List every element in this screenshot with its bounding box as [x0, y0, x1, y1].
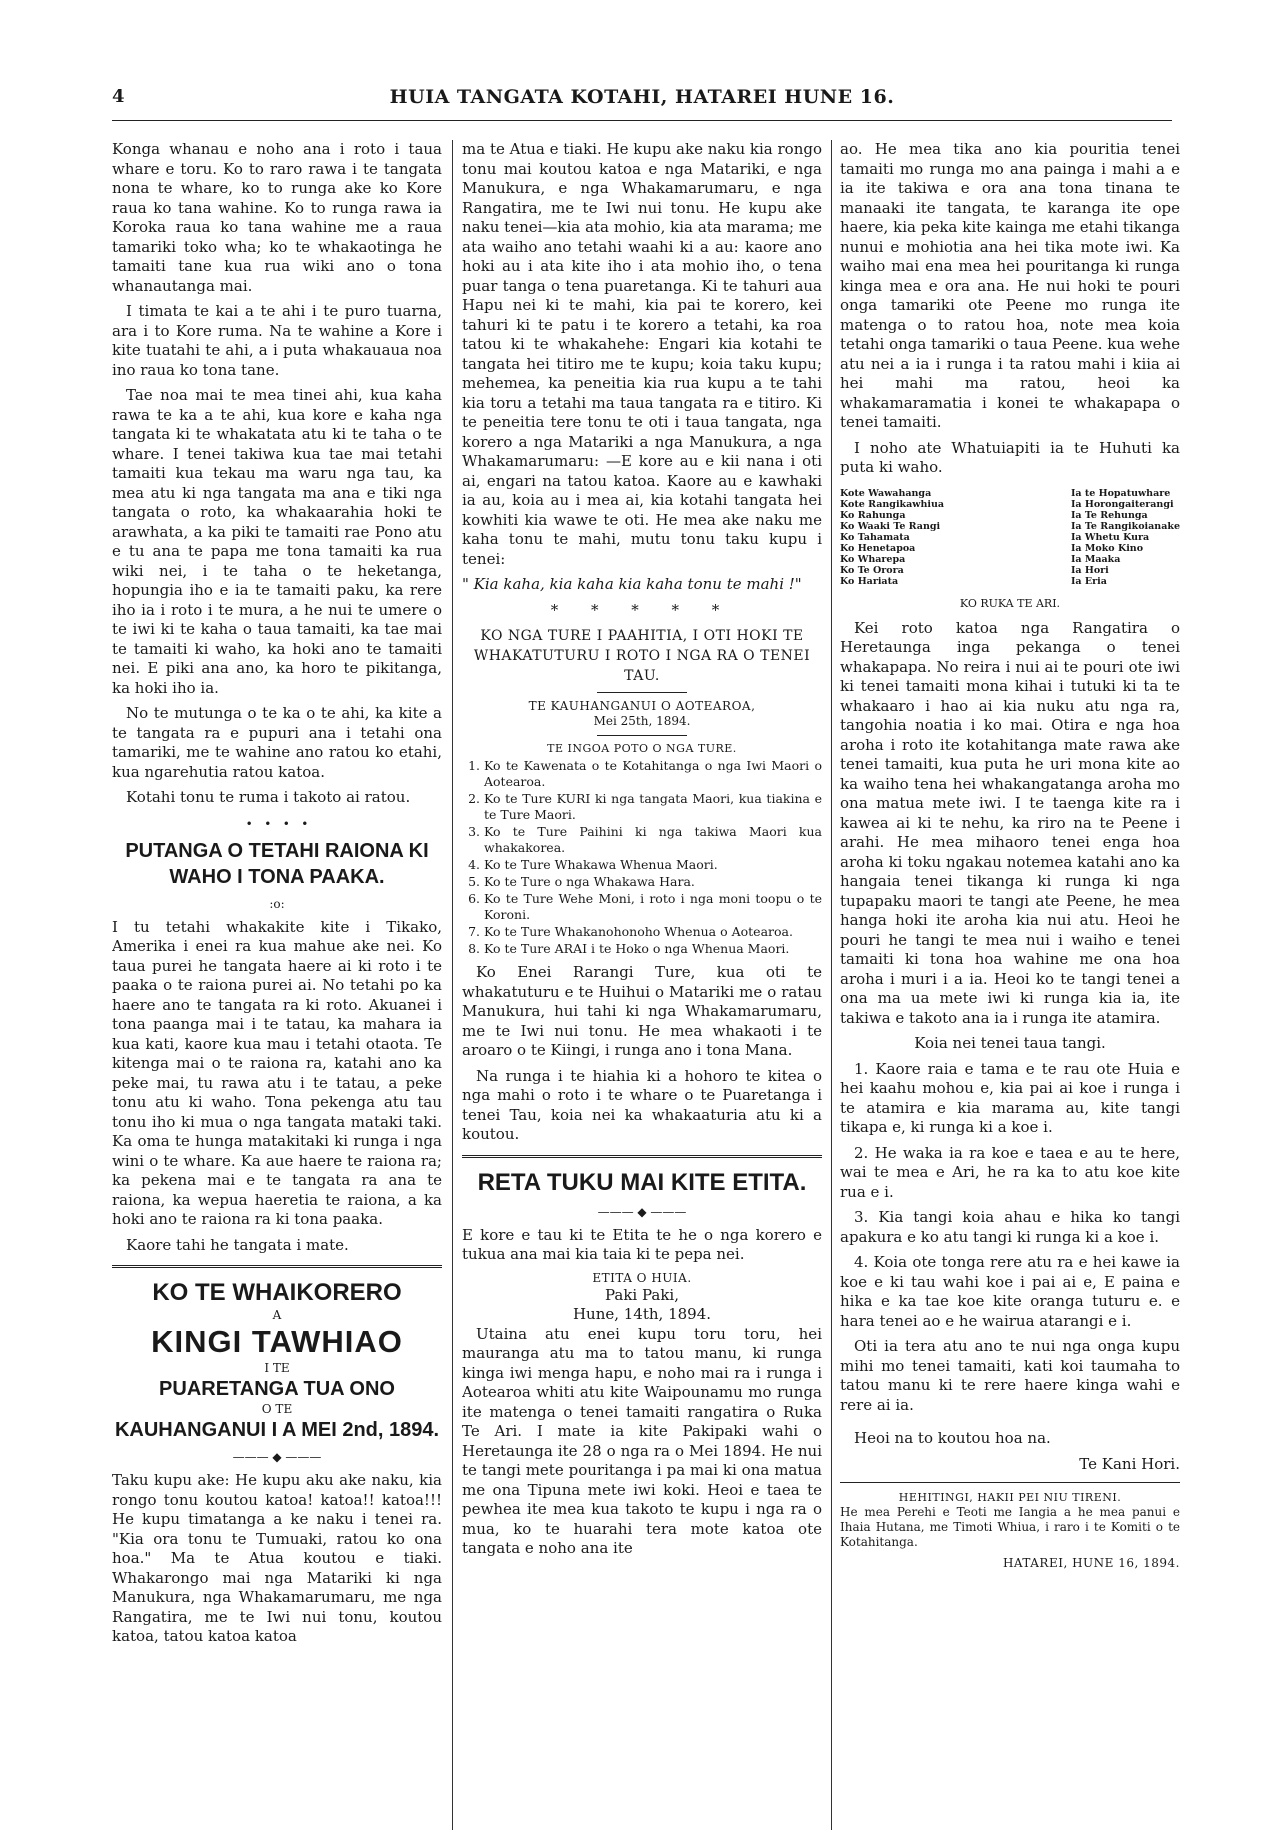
ornament: :o: — [269, 896, 285, 911]
letter-addressee: ETITA O HUIA. — [592, 1270, 692, 1285]
column-2 — [462, 140, 822, 1830]
column-3 — [840, 140, 1180, 1830]
article-quote: " Kia kaha, kia kaha kia kaha tonu te mahi !" — [462, 575, 802, 593]
list-item: 8. Ko te Ture ARAI i te Hoko o nga Whenua Maori. — [484, 941, 822, 957]
article-paragraph: I noho ate Whatuiapiti ia te Huhuti ka puta ki waho. — [840, 438, 1180, 476]
closing-line: Heoi na to koutou hoa na. — [854, 1429, 1051, 1447]
article-paragraph: Kaore tahi he tangata i mate. — [126, 1235, 349, 1254]
article-paragraph: Tae noa mai te mea tinei ahi, kua kaha rawa te ka a te ahi, kua kore e kaha nga tangata ki te whakatata atu ki te taha o te whare. I tenei takiwa kua tae mai tetahi tamaiti kua tekau ma waru nga tau, ka mea atu ki nga tangata ma ana e tiki nga tangata o roto, ka whakaarahia hoki te arawhata, a ka piki te tamaiti rae Pono atu e tu ana te papa me tona tamaiti ka rua wiki nei, i te taha o te heketanga, hopungia iho e ia te tamaiti paku, ka rere iho ia i roto i te mura, a he nui te umere o te iwi ki te kaha o taua tamaiti, ka tae mai te tamaiti ki waho, ka hoki ano te tamaiti nei. E piki ana ano, ka horo te pikitanga, ka hoki iho ia. — [112, 386, 442, 697]
genealogy-left — [840, 488, 944, 587]
article-paragraph: ao. He mea tika ano kia pouritia tenei tamaiti mo runga mo ana painga i mahi a e ia ite takiwa e ora ana tona tinana te manaaki ite tangata, te karanga ite ope haere, kia peka kite kainga me etahi tikanga nunui e mohiotia ana hei tika mote iwi. Ka waiho mai ena mea hei pouritanga ki runga kinga mea e ora ana. He nui hoki te pouri onga tamariki ote Peene mo runga ite matenga o to ratou hoa, note mea koia tetahi onga tamariki o taua Peene. kua wehe atu nei a ia i runga i ta ratou mahi i kiia ai hei mahi ma ratou, heoi ka whakamaramatia i konei te whakapapa o tenei tamaiti. — [840, 140, 1180, 431]
genealogy-table — [840, 488, 1180, 587]
lament-verse: 3. Kia tangi koia ahau e hika ko tangi apakura e ko atu tangi ki runga ki a koe i. — [840, 1208, 1180, 1246]
article-paragraph: No te mutunga o te ka o te ahi, ka kite a te tangata ra e pupuri ana i tetahi ona tamariki, me te wahine ano ratou ko etahi, kua ngarehutia ratou katoa. — [112, 704, 442, 781]
genealogy-entry: Kote Wawahanga — [840, 487, 932, 499]
speech-title: KAUHANGANUI I A MEI 2nd, 1894. — [114, 1419, 440, 1441]
list-item: 3. Ko te Ture Paihini ki nga takiwa Maori kua whakakorea. — [484, 824, 822, 856]
speech-title-connector: A — [272, 1308, 282, 1322]
article-paragraph: I tu tetahi whakakite kite i Tikako, Amerika i enei ra kua mahue ake nei. Ko taua purei he tangata haere ai ki roto i te paaka o te raiona purei ai. No tetahi po ka haere ano te tangata ra ki roto. Akuanei i tona paanga mai i te tatau, ka mahara ia kua kati, kaore kua mau i tetahi otaota. Te kitenga mai o te raiona ra, katahi ano ka peke mai, tu rawa atu i te tatau, a peke tonu atu ki waho. Tona pekenga atu tau tonu iho ki mua o nga tangata mataki taki. Ka oma te hunga matakitaki ki runga i nga wini o te whare. Ka aue haere te raiona ra; ka pekena mai e te tangata ra ana te raiona, ka wepua haeretia te raiona, a ka hoki ano te raiona ra ki tona paaka. — [112, 917, 442, 1228]
article-paragraph: Kotahi tonu te ruma i takoto ai ratou. — [126, 788, 411, 806]
laws-list — [462, 758, 822, 957]
article-paragraph: Utaina atu enei kupu toru toru, hei mauranga atu ma to tatou manu, ki runga kinga iwi menga hapu, e noho mai ra i runga i Aotearoa whiti atu kite Waipounamu mo runga ite matenga o tenei tamaiti rangatira o Ruka Te Ari. I mate ia kite Pakipaki wahi o Heretaunga ite 28 o nga ra o Mei 1894. He nui te tangi mete pouritanga i pa mai ki ona matua me ona Tipuna mete iwi koki. Heoi e taea te pewhea ite mea kua takoto te kupu i nga ra o mua, ko te huarahi tera mote katoa ote tangata e noho ana ite — [462, 1324, 822, 1557]
masthead: HUIA TANGATA KOTAHI, HATAREI HUNE 16. — [389, 86, 895, 108]
lament-verse: 1. Kaore raia e tama e te rau ote Huia e hei kaahu mohou e, kia pai ai koe i runga i te atamira e kia marama au, kite tangi tikapa e, ki runga ki a koe i. — [840, 1059, 1180, 1136]
speech-title-king: KINGI TAWHIAO — [151, 1324, 403, 1359]
genealogy-right — [1071, 488, 1180, 587]
ornament-dots: • • • • — [245, 816, 309, 831]
speech-title-connector: I TE — [264, 1361, 290, 1375]
article-paragraph: Taku kupu ake: He kupu aku ake naku, kia rongo tonu koutou katoa! katoa!! katoa!!! He kupu timatanga a ke naku i tenei ra. "Kia ora tonu te Tumuaki, ratou ko ona hoa." Ma te Atua koutou e tiaki. Whakarongo mai nga Matariki ki nga Manukura, nga Whakamarumaru, me nga Rangatira, me te Iwi nui tonu, koutou katoa, tatou katoa katoa — [112, 1471, 442, 1645]
lament-verse: 4. Koia ote tonga rere atu ra e hei kawe ia koe e ki tau wahi koe i pai ai e, E paina e hika e ka tae koe kite oranga tuturu e. e hara tenei ao e he wairua atarangi e i. — [840, 1253, 1180, 1330]
page-header — [112, 86, 1172, 120]
genealogy-entry: Ko Tahamata — [840, 531, 910, 543]
article-heading: KO NGA TURE I PAAHITIA, I OTI HOKI TE WHAKATUTURU I ROTO I NGA RA O TENEI TAU. — [473, 628, 811, 684]
list-item: 2. Ko te Ture KURI ki nga tangata Maori, kua tiakina e te Ture Maori. — [484, 791, 822, 823]
list-item: 1. Ko te Kawenata o te Kotahitanga o nga Iwi Maori o Aotearoa. — [484, 758, 822, 790]
genealogy-end: KO RUKA TE ARI. — [959, 596, 1061, 610]
genealogy-entry: Ko Waaki Te Rangi — [840, 520, 941, 532]
letter-date: Hune, 14th, 1894. — [572, 1305, 712, 1323]
genealogy-entry: Ia Te Rangikoianake — [1070, 520, 1180, 532]
subheading: TE INGOA POTO O NGA TURE. — [547, 742, 737, 755]
speech-title: KO TE WHAIKORERO — [152, 1279, 402, 1306]
lament-verse: 2. He waka ia ra koe e taea e au te here, wai te mea e Ari, he ra ka to atu koe kite rua e i. — [840, 1143, 1180, 1201]
genealogy-entry: Ia Te Rehunga — [1070, 509, 1148, 521]
short-rule — [597, 735, 687, 736]
spacer — [840, 611, 1180, 619]
genealogy-entry: Ko Henetapoa — [840, 542, 916, 554]
list-item: 5. Ko te Ture o nga Whakawa Hara. — [484, 874, 822, 890]
dateline: Mei 25th, 1894. — [593, 714, 691, 728]
page-number: 4 — [112, 86, 125, 107]
header-rule — [112, 120, 1172, 121]
genealogy-entry: Ia Hori — [1070, 564, 1109, 576]
genealogy-entry: Ko Te Orora — [840, 564, 904, 576]
ornament-stars: * * * * * — [550, 600, 734, 619]
article-heading: PUTANGA O TETAHI RAIONA KI — [125, 839, 429, 862]
article-heading: WAHO I TONA PAAKA. — [169, 865, 385, 888]
genealogy-entry: Kote Rangikawhiua — [840, 498, 945, 510]
letter-place: Paki Paki, — [604, 1285, 680, 1304]
dateline: TE KAUHANGANUI O AOTEAROA, — [528, 699, 756, 713]
imprint-heading: HEHITINGI, HAKII PEI NIU TIRENI. — [898, 1491, 1122, 1504]
imprint-text: He mea Perehi e Teoti me Iangia a he mea panui e Ihaia Hutana, me Timoti Whiua, i raro i te Komiti o te Kotahitanga. — [840, 1505, 1180, 1549]
editorial-note: E kore e tau ki te Etita te he o nga korero e tukua ana mai kia taia ki te pepa nei. — [462, 1225, 822, 1263]
genealogy-entry: Ia Eria — [1070, 575, 1107, 587]
genealogy-entry: Ko Wharepa — [840, 553, 906, 565]
article-paragraph: Konga whanau e noho ana i roto i taua whare e toru. Ko to raro rawa i te tangata nona te whare, ko to runga ake ko Kore raua ko tana wahine. Ko to runga rawa ia Koroka raua ko tana wahine me a raua tamariki toko wha; ko te whakaotinga he tamaiti tane kua rua wiki ano o tona whanautanga mai. — [112, 140, 442, 295]
imprint-rule — [840, 1482, 1180, 1483]
genealogy-entry: Ia Whetu Kura — [1070, 531, 1150, 543]
list-item: 6. Ko te Ture Wehe Moni, i roto i nga moni toopu o te Koroni. — [484, 891, 822, 923]
ornament: ——— ◆ ——— — [597, 1204, 687, 1219]
letters-heading: RETA TUKU MAI KITE ETITA. — [477, 1168, 807, 1196]
genealogy-entry: Ia Horongaiterangi — [1070, 498, 1174, 510]
genealogy-entry: Ia Moko Kino — [1070, 542, 1144, 554]
article-paragraph: Kei roto katoa nga Rangatira o Heretaunga inga pekanga o tenei whakapapa. No reira i nui ai te pouri ote iwi ki tenei tamaiti mona kihai i tutuki ki ta te whakaaro i hao ai kia nuku atu nga ra, tangohia noatia i ko mai. Otira e nga hoa aroha i roto ite kotahitanga mate rawa ake tenei tamaiti, kua puta he uri mona kite ao ka waiho tena hei whakangatanga aroha mo ona matua mete iwi. I te taenga kite ra i kawea ai ki te nehu, ka riro na te Peene i arahi. He mea mihaoro tenei enga hoa aroha ki toku ngakau notemea katahi ano ka hangaia tenei tikanga ki runga ki nga tupapaku maori te tangi ate Peene, he mea hanga hoki ite aroha kia nui atu. Heoi he pouri he tangi te mea nui i waiho e tenei tamaiti ki tona hoa wahine me ona hoa aroha i muri i a ia. Heoi ko te tangi tenei a ona ma ua mete iwi ki runga kia ia, ite takiwa e takoto ana ia i runga ite atamira. — [840, 618, 1180, 1027]
article-paragraph: Oti ia tera atu ano te nui nga onga kupu mihi mo tenei tamaiti, kati koi taumaha to tatou manu ki te rere haere kinga wahi e rere ai ia. — [840, 1337, 1180, 1414]
article-paragraph: I timata te kai a te ahi i te puro tuarna, ara i to Kore ruma. Na te wahine a Kore i kite tuatahi te ahi, a i puta whakauaua noa ino raua ko tona tane. — [112, 302, 442, 379]
section-rule — [112, 1265, 442, 1268]
signature: Te Kani Hori. — [1079, 1454, 1180, 1473]
genealogy-entry: Ia te Hopatuwhare — [1070, 487, 1171, 499]
speech-title: PUARETANGA TUA ONO — [159, 1378, 395, 1400]
genealogy-entry: Ko Hariata — [840, 575, 899, 587]
ornament: ——— ◆ ——— — [232, 1450, 322, 1464]
column-divider — [452, 140, 453, 1830]
article-paragraph: ma te Atua e tiaki. He kupu ake naku kia rongo tonu mai koutou katoa e nga Matariki, e nga Manukura, e nga Whakamarumaru, e nga Rangatira, me te Iwi nui tonu. He kupu ake naku tenei—kia ata mohio, kia ata marama; me ata waiho ano tetahi waahi ki a au: kaore ano hoki au i ata kite iho i ata mohio iho, o tena puar tanga o tena puaretanga. Ki te tahuri aua Hapu nei ki te mahi, kia pai te korero, kei tahuri ki te patu i te korero a tetahi, ka roa tatou ki te whakahehe: Engari kia kotahi te tangata hei titiro me te kupu; koia taku kupu; mehemea, ka peneitia kia rua kupu a te tahi kia toru a tetahi ma taua tangata ra e titiro. Ki te peneitia tere tonu te oti i taua tangata, nga korero a nga Matariki a nga Manukura, a nga Whakamarumaru: —E kore au e kii nana i oti ai, engari na tatou katoa. Kaore au e kawhaki ia au, koia au i mea ai, kia kotahi tangata hei kowhiti kia wawe te oti. He mea ake naku me kaha tonu te mahi, mutu tonu taku kupu i tenei: — [462, 140, 822, 568]
list-item: 4. Ko te Ture Whakawa Whenua Maori. — [484, 857, 822, 873]
speech-title-connector: O TE — [261, 1402, 293, 1416]
article-paragraph: Koia nei tenei taua tangi. — [914, 1034, 1106, 1052]
imprint-date: HATAREI, HUNE 16, 1894. — [1002, 1556, 1180, 1570]
column-divider — [831, 140, 832, 1830]
section-rule — [462, 1155, 822, 1158]
list-item: 7. Ko te Ture Whakanohonoho Whenua o Aotearoa. — [484, 924, 822, 940]
article-paragraph: Na runga i te hiahia ki a hohoro te kitea o nga mahi o roto i te whare o te Puaretanga i tenei Tau, koia nei ka whakaaturia atu ki a koutou. — [462, 1066, 822, 1143]
article-paragraph: Ko Enei Rarangi Ture, kua oti te whakatuturu e te Huihui o Matariki me o ratau Manukura, hui tahi ki nga Whakamarumaru, me te Iwi nui tonu. He mea whakaoti i te aroaro o te Kiingi, i runga ano i tona Mana. — [462, 963, 822, 1059]
short-rule — [597, 692, 687, 693]
genealogy-entry: Ia Maaka — [1070, 553, 1121, 565]
genealogy-entry: Ko Rahunga — [840, 509, 906, 521]
column-1 — [112, 140, 442, 1830]
